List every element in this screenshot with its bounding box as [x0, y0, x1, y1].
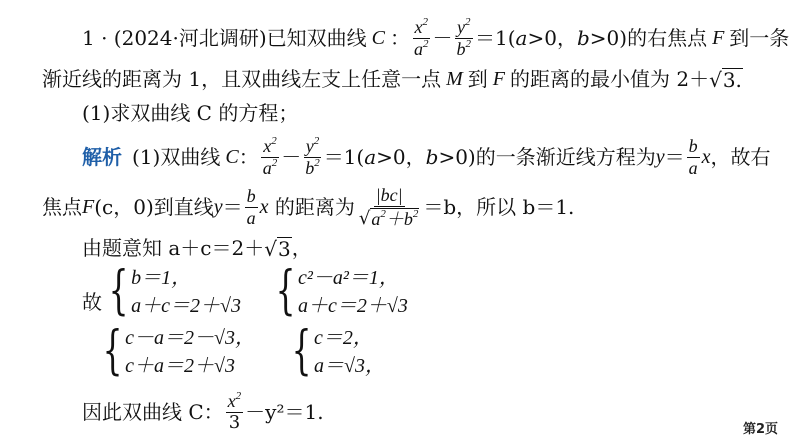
question-text: (1)求双曲线 C 的方程； [82, 101, 299, 125]
solution-p1c: ，故右 [710, 145, 771, 170]
fraction-y2-b2: $\frac{y^2}{b^2}$ [456, 16, 472, 59]
problem-line2-c: 的距离的最小值为 2＋ [509, 67, 710, 91]
fraction-bc-sqrt: |bc| √ $a^2+b^2$ [358, 185, 419, 229]
solution-line-1: 解析 (1)双曲线 C ： $\frac{x^2}{a^2}$ － $\frac{y^2}{b^2}$ ＝1(a>0，b>0) 的一条渐近线方程为 y ＝ $\frac{b}{a}$ x ，故右 [82, 135, 771, 178]
solution-p2c: 的距离为 [274, 195, 355, 220]
solution-p2b: (c，0)到直线 [94, 195, 214, 220]
fraction-x2-3: $\frac{x^2}{3}$ [227, 390, 242, 433]
problem-text-2: 的右焦点 [627, 26, 708, 51]
problem-number: 1 · (2024·河北调研) [82, 26, 267, 51]
solution-p2d: ＝b，所以 b＝1. [423, 195, 575, 220]
systems-row-2 [96, 321, 386, 382]
question-line [82, 103, 298, 123]
sqrt-3: √ 3. [709, 68, 742, 92]
problem-text-1: 已知双曲线 [266, 26, 367, 51]
page-number: 第2页 [742, 422, 778, 437]
system-3: { c－a＝2－√3， c＋a＝2＋√3 [102, 321, 255, 382]
problem-line2-b: 到 [467, 67, 488, 91]
fraction-b-a: $\frac{b}{a}$ [688, 136, 698, 178]
system-1: { b＝1， a＋c＝2＋√3 [108, 261, 241, 322]
solution-line-3: 由题意知 a＋c＝2＋ √ 3 ， [82, 236, 312, 261]
solution-label: 解析 [82, 145, 122, 170]
problem-line-1: 1 · (2024·河北调研) 已知双曲线 C ： $\frac{x^2}{a^2}$ － $\frac{y^2}{b^2}$ ＝1(a>0，b>0) 的右焦点 F 到一条 [82, 16, 790, 59]
fraction-b-a-2: $\frac{b}{a}$ [246, 186, 256, 228]
system-2: { c²－a²＝1， a＋c＝2＋√3 [275, 261, 408, 322]
solution-p2a: 焦点 [42, 195, 82, 220]
gu-text: 故 [82, 290, 102, 314]
fraction-x2-a2: $\frac{x^2}{a^2}$ [414, 16, 429, 59]
problem-line-2: 渐近线的距离为 1，且双曲线左支上任意一点 M 到 F 的距离的最小值为 2＋ √ 3. [42, 67, 742, 92]
final-b: －y²＝1. [245, 400, 324, 425]
system-4: { c＝2， a＝√3， [291, 321, 386, 382]
fraction-y2-b2-b: $\frac{y^2}{b^2}$ [305, 135, 320, 178]
solution-line-2: 焦点 F (c，0)到直线 y ＝ $\frac{b}{a}$ x 的距离为 |bc| √ $a^2+b^2$ ＝b，所以 b＝1. [42, 185, 575, 229]
solution-p3: 由题意知 a＋c＝2＋ [82, 236, 265, 260]
solution-p1a: (1)双曲线 [132, 145, 221, 170]
problem-line2-a: 渐近线的距离为 1，且双曲线左支上任意一点 [42, 67, 442, 91]
problem-text-3: 到一条 [729, 26, 790, 51]
fraction-x2-a2-b: $\frac{x^2}{a^2}$ [262, 135, 278, 178]
final-line [82, 392, 324, 433]
solution-p1b: 的一条渐近线方程为 [475, 145, 656, 170]
sqrt-3-b: √ 3 [264, 237, 291, 261]
final-a: 因此双曲线 C： [82, 400, 224, 425]
systems-row-1 [82, 261, 408, 322]
